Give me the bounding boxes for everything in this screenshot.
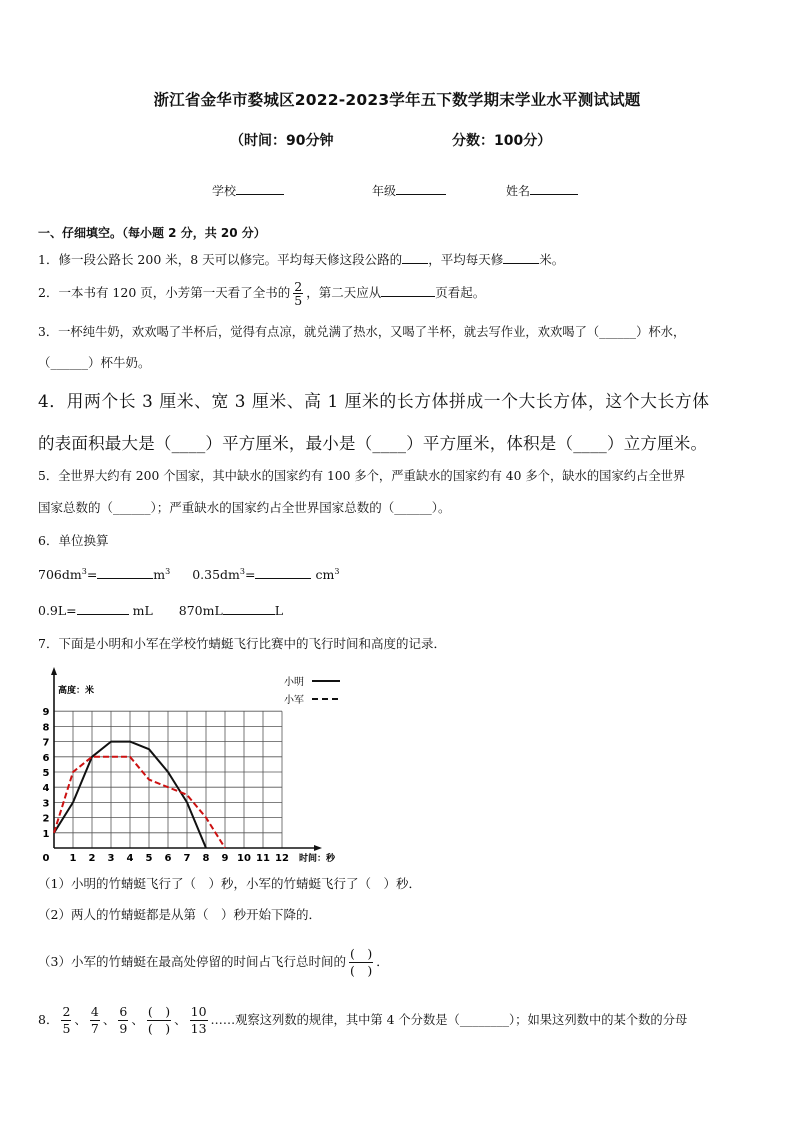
q8-sep: 、	[174, 1012, 187, 1027]
q8-sep: 、	[102, 1012, 116, 1027]
q2-fraction	[293, 280, 303, 307]
q6-b-unit: cm	[315, 567, 335, 582]
y-tick-label: 4	[42, 783, 50, 795]
x-tick-label: 2	[88, 853, 96, 864]
question-7-sub-1: （1）小明的竹蜻蜓飞行了（ ）秒，小军的竹蜻蜓飞行了（ ）秒．	[38, 876, 421, 891]
x-tick-label: 3	[107, 853, 115, 864]
x-tick-label: 10	[237, 853, 251, 864]
question-7-sub-2: （2）两人的竹蜻蜓都是从第（ ）秒开始下降的．	[38, 907, 321, 922]
q6-a-unit: m	[153, 567, 166, 582]
school-field	[212, 182, 284, 199]
y-tick-label: 2	[42, 813, 50, 825]
school-label: 学校	[212, 184, 237, 198]
q8-f1-n: 2	[62, 1004, 71, 1019]
q8-f1-d: 5	[62, 1021, 71, 1036]
y-tick-label: 5	[42, 768, 50, 779]
q6-blank-1[interactable]	[97, 566, 153, 579]
q8-fraction-4[interactable]	[147, 1004, 171, 1037]
x-tick-label: 9	[221, 853, 229, 864]
q2-text-b: ，第二天应从	[306, 285, 382, 300]
q6-d-value: 870mL	[178, 603, 223, 618]
q6-c-unit: mL	[132, 603, 153, 618]
q6-row-2	[38, 602, 283, 618]
question-1	[38, 250, 564, 268]
x-tick-label: 12	[275, 853, 289, 864]
q8-f4-d: ( )	[147, 1021, 171, 1036]
x-tick-label: 4	[126, 853, 134, 864]
question-4-line-2: 的表面积最大是（____）平方厘米，最小是（____）平方厘米，体积是（____）立方厘米。	[38, 434, 708, 453]
y-tick-label: 6	[42, 752, 50, 764]
q7-sub3-denominator: ( )	[349, 963, 373, 978]
q6-b-exp: 3	[239, 566, 245, 576]
q7-sub3-end: ．	[376, 954, 389, 969]
q6-blank-2[interactable]	[255, 566, 311, 579]
q8-sep: 、	[74, 1012, 87, 1027]
y-tick-label: 8	[42, 722, 50, 734]
question-5-line-2: 国家总数的（______）；严重缺水的国家约占全世界国家总数的（______）。	[38, 500, 451, 515]
legend-label: 小明	[284, 677, 304, 688]
q2-text-c: 页看起。	[435, 285, 486, 300]
question-7-sub-3	[38, 946, 389, 979]
q2-denominator: 5	[294, 293, 303, 308]
q6-b-unit-exp: 3	[334, 566, 340, 576]
q8-fraction-5	[190, 1004, 208, 1037]
x-axis-arrow-icon	[314, 845, 322, 851]
q8-sep: 、	[131, 1012, 144, 1027]
q8-f2-d: 7	[90, 1021, 99, 1036]
q8-f3-n: 6	[119, 1004, 128, 1019]
page-title: 浙江省金华市婺城区2022-2023学年五下数学期末学业水平测试试题	[153, 91, 641, 109]
exam-time: （时间：90分钟	[230, 133, 334, 149]
q1-blank-1[interactable]	[402, 251, 428, 264]
q1-blank-2[interactable]	[503, 251, 539, 264]
school-input[interactable]	[236, 182, 284, 195]
y-tick-label: 3	[42, 798, 50, 810]
x-tick-label: 8	[202, 853, 210, 864]
name-field	[506, 182, 578, 199]
question-8	[38, 1004, 687, 1037]
grade-label: 年级	[372, 184, 397, 198]
q1-text-a: 1．修一段公路长 200 米，8 天可以修完。平均每天修这段公路的	[38, 252, 403, 267]
x-tick-label: 5	[145, 853, 153, 864]
question-3-line-2: （______）杯牛奶。	[38, 355, 151, 370]
q8-f4-n: ( )	[147, 1004, 171, 1019]
q7-sub3-text: （3）小军的竹蜻蜓在最高处停留的时间占飞行总时间的	[38, 954, 346, 969]
q8-fraction-2	[90, 1004, 100, 1037]
x-axis-label: 时间：秒	[299, 854, 336, 864]
q8-f3-d: 9	[119, 1021, 128, 1036]
q6-a-exp: 3	[81, 566, 87, 576]
question-7-intro: 7．下面是小明和小军在学校竹蜻蜓飞行比赛中的飞行时间和高度的记录．	[38, 636, 446, 651]
q6-a-eq: =	[86, 567, 98, 582]
y-tick-label: 1	[42, 828, 50, 840]
x-tick-label: 7	[183, 853, 191, 864]
name-label: 姓名	[506, 184, 531, 198]
q7-sub3-numerator: ( )	[349, 946, 373, 961]
q2-text-a: 2．一本书有 120 页，小芳第一天看了全书的	[38, 285, 291, 300]
q6-blank-4[interactable]	[223, 602, 275, 615]
grade-field	[372, 182, 446, 199]
q8-prefix: 8．	[38, 1012, 59, 1027]
q2-numerator: 2	[294, 279, 303, 294]
question-2	[38, 280, 485, 307]
question-5-line-1: 5．全世界大约有 200 个国家，其中缺水的国家约有 100 多个，严重缺水的国家约有 40 多个，缺水的国家约占全世界	[38, 469, 686, 483]
q6-b-eq: =	[245, 567, 256, 582]
exam-score: 分数：100分）	[452, 133, 552, 149]
q8-fraction-3	[118, 1004, 128, 1037]
grade-input[interactable]	[396, 182, 446, 195]
q1-text-b: ，平均每天修	[428, 252, 504, 267]
q8-f5-d: 13	[190, 1021, 207, 1036]
question-6-title: 6．单位换算	[38, 533, 109, 548]
q6-a-value: 706dm	[38, 567, 82, 582]
y-tick-label: 9	[42, 707, 50, 719]
q6-c-value: 0.9L=	[38, 603, 77, 618]
y-tick-label: 7	[42, 737, 50, 749]
section-heading: 一、仔细填空。（每小题 2 分，共 20 分）	[38, 226, 266, 240]
legend-label: 小军	[284, 695, 304, 706]
q6-b-value: 0.35dm	[192, 567, 240, 582]
x-tick-label: 11	[256, 853, 270, 864]
q6-blank-3[interactable]	[77, 602, 129, 615]
x-tick-label: 1	[69, 853, 77, 864]
q2-blank[interactable]	[381, 284, 435, 297]
y-axis-arrow-icon	[51, 667, 57, 675]
x-tick-label: 6	[164, 853, 172, 864]
q7-sub3-fraction[interactable]	[349, 946, 373, 979]
question-4-line-1: 4．用两个长 3 厘米、宽 3 厘米、高 1 厘米的长方体拼成一个大长方体，这个大长方体	[38, 391, 710, 411]
name-input[interactable]	[530, 182, 578, 195]
question-3-line-1: 3．一杯纯牛奶，欢欢喝了半杯后，觉得有点凉，就兑满了热水，又喝了半杯，就去写作业，欢欢喝了（______）杯水，	[38, 325, 686, 339]
q6-d-unit: L	[274, 603, 284, 618]
q1-text-c: 米。	[539, 252, 565, 267]
y-axis-label: 高度：米	[58, 686, 95, 696]
q8-fraction-1	[61, 1004, 71, 1037]
q8-f5-n: 10	[190, 1004, 207, 1019]
q8-suffix: ……观察这列数的规律，其中第 4 个分数是（________）；如果这列数中的某个数的分母	[210, 1013, 688, 1027]
x-tick-label: 0	[42, 853, 50, 864]
q6-a-unit-exp: 3	[165, 566, 171, 576]
flight-chart	[36, 665, 356, 865]
q6-row-1	[38, 566, 339, 582]
q8-f2-n: 4	[90, 1004, 99, 1019]
